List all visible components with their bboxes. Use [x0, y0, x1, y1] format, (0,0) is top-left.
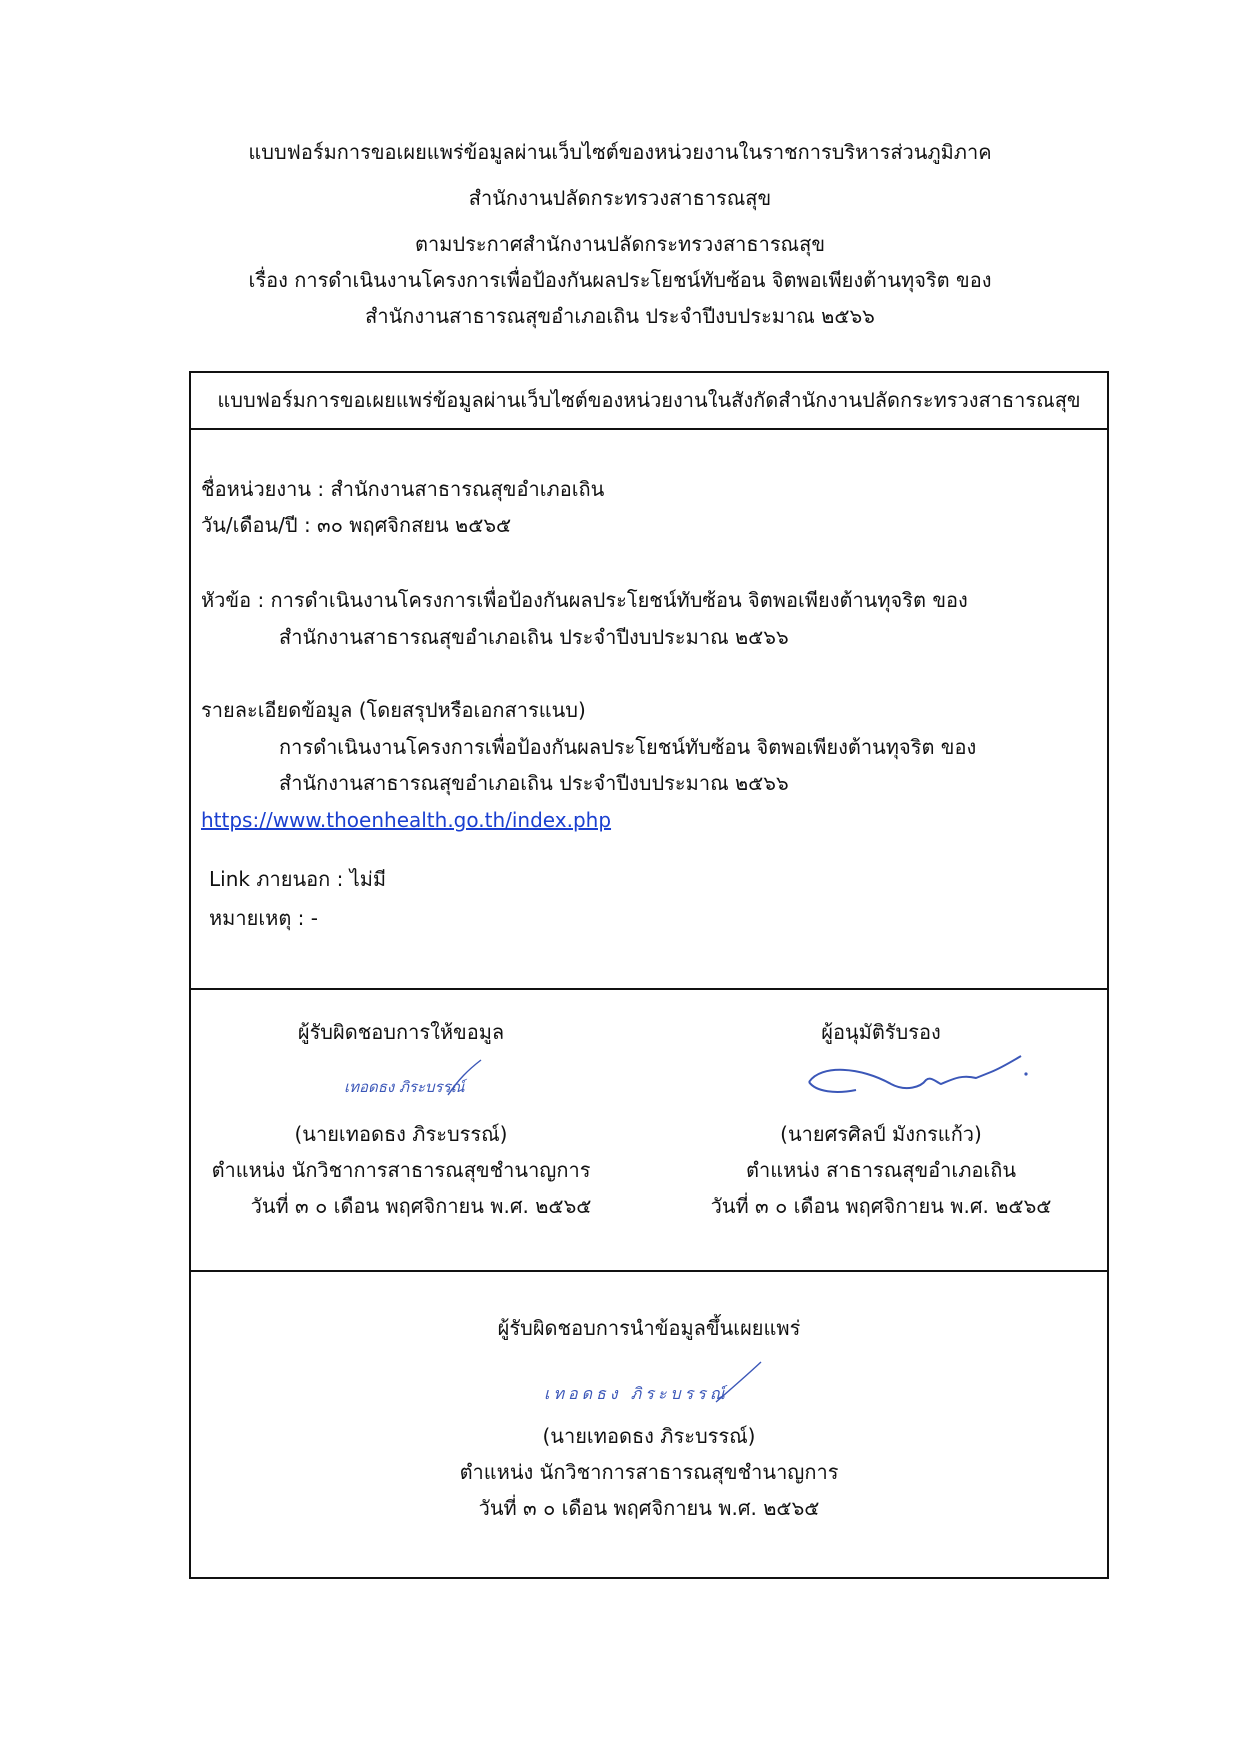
- right-signature-image: [801, 1052, 1031, 1112]
- website-link[interactable]: https://www.thoenhealth.go.th/index.php: [201, 808, 612, 832]
- right-sign-heading: ผู้อนุมัติรับรอง: [821, 1020, 941, 1044]
- date-label: วัน/เดือน/ปี : ๓๐ พฤศจิกสยน ๒๕๖๕: [201, 513, 512, 537]
- details-section: [191, 430, 1107, 990]
- right-sign-position: ตำแหน่ง สาธารณสุขอำเภอเถิน: [745, 1158, 1017, 1182]
- bottom-signature-text: เทอดธง ภิระบรรณ์: [544, 1384, 729, 1403]
- left-signature-image: [336, 1050, 486, 1110]
- bottom-sign-name: (นายเทอดธง ภิระบรรณ์): [542, 1424, 756, 1448]
- detail-line-2: สำนักงานสาธารณสุขอำเภอเถิน ประจำปีงบประมาณ ๒๕๖๖: [279, 771, 789, 795]
- form-title-row: [191, 373, 1107, 430]
- topic-line-1: หัวข้อ : การดำเนินงานโครงการเพื่อป้องกันผลประโยชน์ทับซ้อน จิตพอเพียงต้านทุจริต ของ: [201, 588, 968, 612]
- left-sign-name: (นายเทอดธง ภิระบรรณ์): [294, 1122, 508, 1146]
- detail-label: รายละเอียดข้อมูล (โดยสรุปหรือเอกสารแนบ): [201, 698, 586, 722]
- left-signature-text: เทอดธง ภิระบรรณ์: [344, 1078, 465, 1096]
- right-sign-date: วันที่ ๓ ๐ เดือน พฤศจิกายน พ.ศ. ๒๕๖๕: [710, 1194, 1052, 1218]
- publisher-section: [191, 1272, 1107, 1577]
- form-box: [189, 371, 1109, 1579]
- header-line-2: สำนักงานปลัดกระทรวงสาธารณสุข: [468, 186, 772, 210]
- bottom-sign-position: ตำแหน่ง นักวิชาการสาธารณสุขชำนาญการ: [459, 1460, 839, 1484]
- header-line-4: เรื่อง การดำเนินงานโครงการเพื่อป้องกันผลประโยชน์ทับซ้อน จิตพอเพียงต้านทุจริต ของ: [248, 268, 992, 292]
- external-link-label: Link ภายนอก : ไม่มี: [209, 867, 387, 891]
- header-line-5: สำนักงานสาธารณสุขอำเภอเถิน ประจำปีงบประมาณ ๒๕๖๖: [365, 304, 875, 328]
- bottom-sign-heading: ผู้รับผิดชอบการนำข้อมูลขึ้นเผยแพร่: [497, 1316, 801, 1340]
- form-title: แบบฟอร์มการขอเผยแพร่ข้อมูลผ่านเว็บไซต์ของหน่วยงานในสังกัดสำนักงานปลัดกระทรวงสาธารณสุข: [217, 388, 1081, 412]
- left-sign-date: วันที่ ๓ ๐ เดือน พฤศจิกายน พ.ศ. ๒๕๖๕: [250, 1194, 592, 1218]
- approval-section: [191, 990, 1107, 1272]
- topic-line-2: สำนักงานสาธารณสุขอำเภอเถิน ประจำปีงบประมาณ ๒๕๖๖: [279, 625, 789, 649]
- header-line-3: ตามประกาศสำนักงานปลัดกระทรวงสาธารณสุข: [414, 232, 825, 256]
- detail-line-1: การดำเนินงานโครงการเพื่อป้องกันผลประโยชน์ทับซ้อน จิตพอเพียงต้านทุจริต ของ: [279, 735, 977, 759]
- agency-label: ชื่อหน่วยงาน : สำนักงานสาธารณสุขอำเภอเถิน: [201, 477, 605, 501]
- right-sign-name: (นายศรศิลป์ มังกรแก้ว): [780, 1122, 982, 1146]
- bottom-signature-image: [536, 1354, 766, 1414]
- header-line-1: แบบฟอร์มการขอเผยแพร่ข้อมูลผ่านเว็บไซต์ของหน่วยงานในราชการบริหารส่วนภูมิภาค: [248, 140, 992, 164]
- left-sign-heading: ผู้รับผิดชอบการให้ขอมูล: [297, 1020, 505, 1044]
- left-sign-position: ตำแหน่ง นักวิชาการสาธารณสุขชำนาญการ: [211, 1158, 591, 1182]
- bottom-sign-date: วันที่ ๓ ๐ เดือน พฤศจิกายน พ.ศ. ๒๕๖๕: [478, 1496, 820, 1520]
- remark-label: หมายเหตุ : -: [209, 906, 318, 930]
